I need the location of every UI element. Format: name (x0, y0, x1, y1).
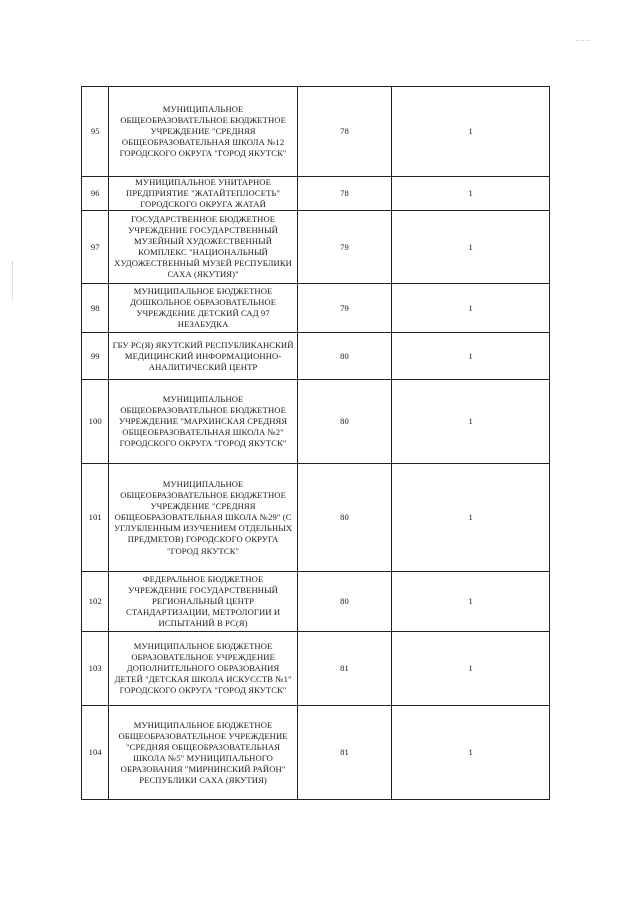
score-value: 80 (297, 333, 392, 380)
table-row (82, 380, 550, 464)
row-number: 102 (82, 572, 109, 632)
score-value: 79 (297, 284, 392, 333)
table-row (82, 706, 550, 800)
count-value: 1 (392, 284, 550, 333)
organization-name: ФЕДЕРАЛЬНОЕ БЮДЖЕТНОЕ УЧРЕЖДЕНИЕ ГОСУДАРСТВЕННЫЙ РЕГИОНАЛЬНЫЙ ЦЕНТР СТАНДАРТИЗАЦИИ, МЕТРОЛОГИИ И ИСПЫТАНИЙ В РС(Я) (109, 572, 297, 632)
count-value: 1 (392, 87, 550, 177)
table-row (82, 333, 550, 380)
count-value: 1 (392, 380, 550, 464)
organization-name: МУНИЦИПАЛЬНОЕ ОБЩЕОБРАЗОВАТЕЛЬНОЕ БЮДЖЕТНОЕ УЧРЕЖДЕНИЕ "МАРХИНСКАЯ СРЕДНЯЯ ОБЩЕОБРАЗОВАТЕЛЬНАЯ ШКОЛА №2" ГОРОДСКОГО ОКРУГА "ГОРОД ЯКУТСК" (109, 380, 297, 464)
score-value: 78 (297, 177, 392, 211)
count-value: 1 (392, 706, 550, 800)
count-value: 1 (392, 211, 550, 284)
score-value: 78 (297, 87, 392, 177)
organization-name: ГБУ РС(Я) ЯКУТСКИЙ РЕСПУБЛИКАНСКИЙ МЕДИЦИНСКИЙ ИНФОРМАЦИОННО- АНАЛИТИЧЕСКИЙ ЦЕНТР (109, 333, 297, 380)
count-value: 1 (392, 632, 550, 706)
organization-name: МУНИЦИПАЛЬНОЕ ОБЩЕОБРАЗОВАТЕЛЬНОЕ БЮДЖЕТНОЕ УЧРЕЖДЕНИЕ "СРЕДНЯЯ ОБЩЕОБРАЗОВАТЕЛЬНАЯ ШКОЛА №12 ГОРОДСКОГО ОКРУГА "ГОРОД ЯКУТСК" (109, 87, 297, 177)
row-number: 95 (82, 87, 109, 177)
table-row (82, 464, 550, 572)
row-number: 101 (82, 464, 109, 572)
score-value: 80 (297, 464, 392, 572)
table-row (82, 177, 550, 211)
table-row (82, 284, 550, 333)
row-number: 99 (82, 333, 109, 380)
organization-name: МУНИЦИПАЛЬНОЕ ОБЩЕОБРАЗОВАТЕЛЬНОЕ БЮДЖЕТНОЕ УЧРЕЖДЕНИЕ "СРЕДНЯЯ ОБЩЕОБРАЗОВАТЕЛЬНАЯ ШКОЛА №29" (С УГЛУБЛЕННЫМ ИЗУЧЕНИЕМ ОТДЕЛЬНЫХ ПРЕДМЕТОВ) ГОРОДСКОГО ОКРУГА "ГОРОД ЯКУТСК" (109, 464, 297, 572)
organizations-table (81, 86, 550, 800)
score-value: 79 (297, 211, 392, 284)
row-number: 98 (82, 284, 109, 333)
table-row (82, 87, 550, 177)
score-value: 81 (297, 706, 392, 800)
count-value: 1 (392, 333, 550, 380)
scan-mark (576, 40, 590, 42)
organization-name: МУНИЦИПАЛЬНОЕ УНИТАРНОЕ ПРЕДПРИЯТИЕ "ЖАТАЙТЕПЛОСЕТЬ" ГОРОДСКОГО ОКРУГА ЖАТАЙ (109, 177, 297, 211)
row-number: 103 (82, 632, 109, 706)
row-number: 104 (82, 706, 109, 800)
count-value: 1 (392, 572, 550, 632)
table-row (82, 572, 550, 632)
table-row (82, 632, 550, 706)
count-value: 1 (392, 464, 550, 572)
score-value: 80 (297, 380, 392, 464)
score-value: 80 (297, 572, 392, 632)
score-value: 81 (297, 632, 392, 706)
row-number: 97 (82, 211, 109, 284)
table-row (82, 211, 550, 284)
organization-name: ГОСУДАРСТВЕННОЕ БЮДЖЕТНОЕ УЧРЕЖДЕНИЕ ГОСУДАРСТВЕННЫЙ МУЗЕЙНЫЙ ХУДОЖЕСТВЕННЫЙ КОМПЛЕКС "НАЦИОНАЛЬНЫЙ ХУДОЖЕСТВЕННЫЙ МУЗЕЙ РЕСПУБЛИКИ САХА (ЯКУТИЯ)" (109, 211, 297, 284)
row-number: 96 (82, 177, 109, 211)
row-number: 100 (82, 380, 109, 464)
organization-name: МУНИЦИПАЛЬНОЕ БЮДЖЕТНОЕ ДОШКОЛЬНОЕ ОБРАЗОВАТЕЛЬНОЕ УЧРЕЖДЕНИЕ ДЕТСКИЙ САД 97 НЕЗАБУДКА (109, 284, 297, 333)
organization-name: МУНИЦИПАЛЬНОЕ БЮДЖЕТНОЕ ОБЩЕОБРАЗОВАТЕЛЬНОЕ УЧРЕЖДЕНИЕ "СРЕДНЯЯ ОБЩЕОБРАЗОВАТЕЛЬНАЯ ШКОЛА №5" МУНИЦИПАЛЬНОГО ОБРАЗОВАНИЯ "МИРНИНСКИЙ РАЙОН" РЕСПУБЛИКИ САХА (ЯКУТИЯ) (109, 706, 297, 800)
count-value: 1 (392, 177, 550, 211)
scan-edge-mark (12, 262, 14, 300)
organization-name: МУНИЦИПАЛЬНОЕ БЮДЖЕТНОЕ ОБРАЗОВАТЕЛЬНОЕ УЧРЕЖДЕНИЕ ДОПОЛНИТЕЛЬНОГО ОБРАЗОВАНИЯ ДЕТЕЙ "ДЕТСКАЯ ШКОЛА ИСКУССТВ №1" ГОРОДСКОГО ОКРУГА "ГОРОД ЯКУТСК" (109, 632, 297, 706)
